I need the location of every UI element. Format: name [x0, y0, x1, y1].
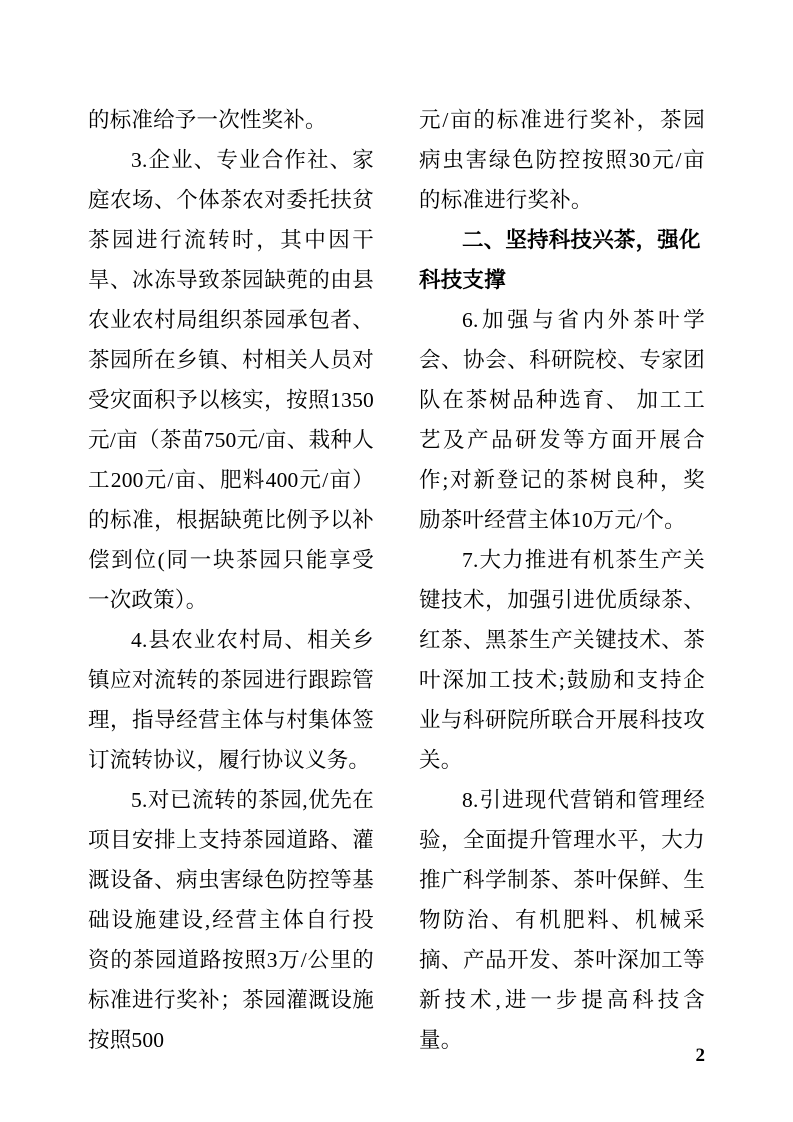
paragraph-item-3: 3.企业、专业合作社、家庭农场、个体茶农对委托扶贫茶园进行流转时，其中因干旱、冰冻导致茶园缺蔸的由县农业农村局组织茶园承包者、茶园所在乡镇、村相关人员对受灾面积予以核实，按照1350元/亩（茶苗750元/亩、栽种人工200元/亩、肥料400元/亩）的标准，根据缺蔸比例予以补偿到位(同一块茶园只能享受一次政策）。 — [88, 148, 374, 612]
left-column — [88, 100, 374, 1060]
paragraph-continuation-2: 元/亩的标准进行奖补，茶园病虫害绿色防控按照30元/亩的标准进行奖补。 — [419, 108, 705, 212]
paragraph-item-6: 6.加强与省内外茶叶学会、协会、科研院校、专家团队在茶树品种选育、 加工工艺及产品研发等方面开展合作;对新登记的茶树良种，奖励茶叶经营主体10万元/个。 — [419, 308, 705, 532]
section-heading-two: 二、坚持科技兴茶，强化科技支撑 — [419, 228, 701, 292]
right-column — [419, 100, 705, 1060]
paragraph-item-4: 4.县农业农村局、相关乡镇应对流转的茶园进行跟踪管理，指导经营主体与村集体签订流转协议，履行协议义务。 — [88, 628, 374, 772]
paragraph-continuation: 的标准给予一次性奖补。 — [88, 108, 327, 132]
paragraph-item-5: 5.对已流转的茶园,优先在项目安排上支持茶园道路、灌溉设备、病虫害绿色防控等基础设施建设,经营主体自行投资的茶园道路按照3万/公里的标准进行奖补；茶园灌溉设施按照500 — [88, 788, 374, 1052]
paragraph-item-7: 7.大力推进有机茶生产关键技术，加强引进优质绿茶、红茶、黑茶生产关键技术、茶叶深加工技术;鼓励和支持企业与科研院所联合开展科技攻关。 — [419, 548, 705, 772]
two-column-layout — [88, 100, 705, 1052]
paragraph-item-8: 8.引进现代营销和管理经验，全面提升管理水平，大力推广科学制茶、茶叶保鲜、生物防治、有机肥料、机械采摘、产品开发、茶叶深加工等新技术,进一步提高科技含量。 — [419, 788, 705, 1052]
page-number: 2 — [695, 1045, 705, 1066]
